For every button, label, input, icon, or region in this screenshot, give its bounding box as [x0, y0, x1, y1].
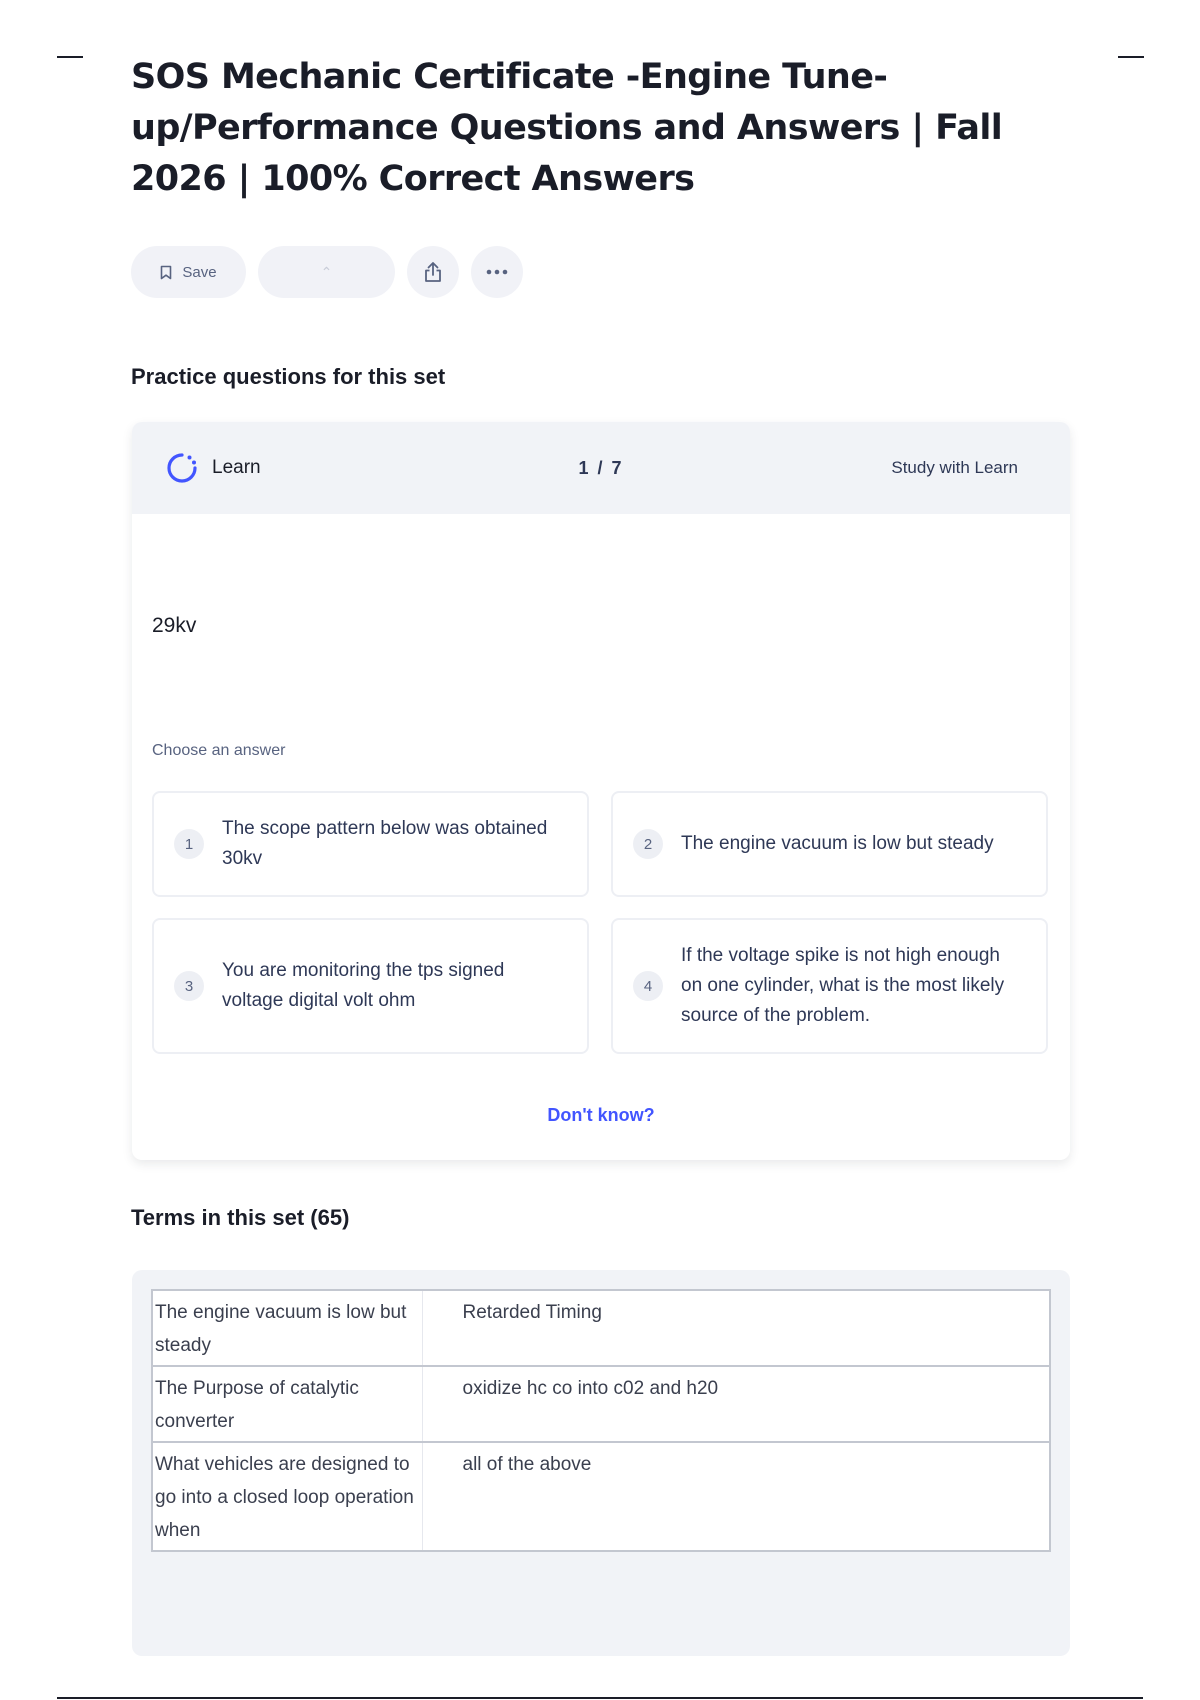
caret-up-icon: ⌃ — [320, 263, 333, 280]
share-icon — [423, 261, 443, 283]
answer-text: The engine vacuum is low but steady — [681, 833, 994, 854]
terms-heading: Terms in this set (65) — [131, 1205, 350, 1230]
bottom-rule — [57, 1697, 1143, 1699]
answer-option-3[interactable] — [152, 918, 589, 1054]
answer-number-badge: 4 — [633, 971, 663, 1001]
terms-panel — [132, 1270, 1070, 1656]
definition-cell: all of the above — [422, 1442, 1050, 1551]
answer-number-badge: 2 — [633, 829, 663, 859]
term-cell: What vehicles are designed to go into a closed loop operation when — [152, 1442, 422, 1551]
table-row — [152, 1366, 1050, 1442]
dont-know-button[interactable]: Don't know? — [547, 1105, 655, 1125]
answer-text: The scope pattern below was obtained 30kv — [222, 818, 548, 869]
learn-header — [132, 422, 1070, 514]
save-button[interactable] — [131, 246, 246, 298]
answer-option-1[interactable] — [152, 791, 589, 897]
answer-number-badge: 1 — [174, 829, 204, 859]
action-toolbar — [131, 246, 523, 298]
bookmark-icon — [160, 265, 172, 280]
corner-mark-left — [57, 56, 83, 58]
answer-option-4[interactable] — [611, 918, 1048, 1054]
answer-option-2[interactable] — [611, 791, 1048, 897]
question-counter: 1 / 7 — [578, 457, 624, 478]
answer-text: If the voltage spike is not high enough on one cylinder, what is the most likely source of the problem. — [681, 945, 1005, 1026]
page-title: SOS Mechanic Certificate -Engine Tune-up/Performance Questions and Answers | Fall 2026 | 100% Correct Answers — [131, 57, 1003, 199]
table-row — [152, 1290, 1050, 1366]
learn-progress-icon — [164, 450, 200, 486]
learn-label: Learn — [212, 457, 261, 478]
learn-card — [132, 422, 1070, 1160]
study-with-learn-link[interactable]: Study with Learn — [891, 458, 1018, 477]
share-button[interactable] — [407, 246, 459, 298]
table-row — [152, 1442, 1050, 1551]
more-icon — [486, 269, 508, 275]
answer-text: You are monitoring the tps signed voltage digital volt ohm — [222, 960, 505, 1011]
term-cell: The engine vacuum is low but steady — [152, 1290, 422, 1366]
definition-cell: oxidize hc co into c02 and h20 — [422, 1366, 1050, 1442]
more-options-button[interactable] — [471, 246, 523, 298]
rating-button[interactable] — [258, 246, 395, 298]
terms-table — [151, 1289, 1051, 1552]
learn-mode[interactable] — [164, 450, 261, 486]
dont-know-link — [132, 1105, 1070, 1126]
definition-cell: Retarded Timing — [422, 1290, 1050, 1366]
corner-mark-right — [1118, 56, 1144, 58]
question-prompt: 29kv — [152, 614, 197, 637]
practice-heading: Practice questions for this set — [131, 364, 446, 389]
save-button-label: Save — [182, 263, 217, 281]
term-cell: The Purpose of catalytic converter — [152, 1366, 422, 1442]
answer-number-badge: 3 — [174, 971, 204, 1001]
choose-answer-label: Choose an answer — [152, 742, 286, 759]
